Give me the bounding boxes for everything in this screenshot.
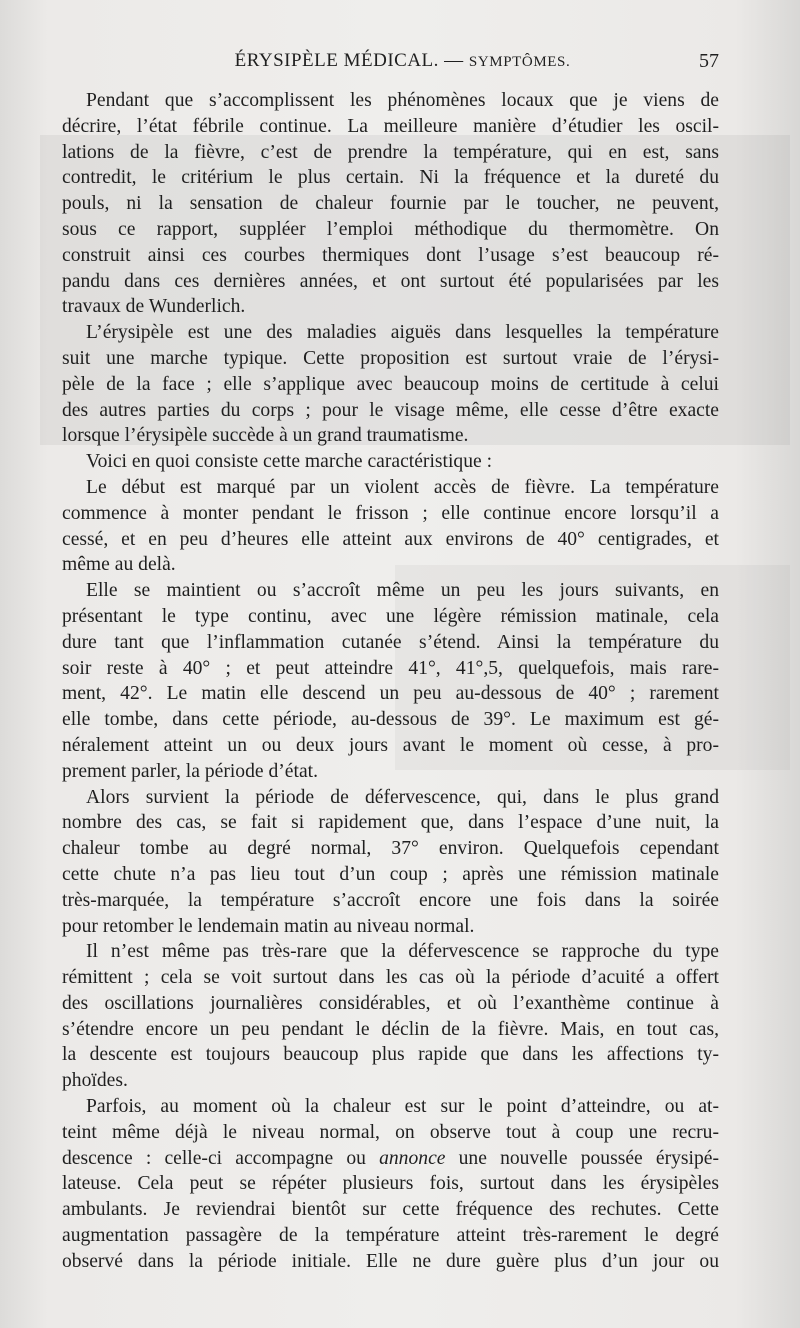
text-line: commence à monter pendant le frisson ; elle continue encore lorsqu’il a: [62, 502, 719, 524]
text-line: construit ainsi ces courbes thermiques dont l’usage s’est beaucoup ré-: [62, 244, 719, 266]
text-line: pour retomber le lendemain matin au niveau normal.: [62, 915, 475, 937]
text-line: rémittent ; cela se voit surtout dans les cas où la période d’acuité a offert: [62, 967, 719, 989]
text-segment: descence : celle-ci accompagne ou: [62, 1147, 380, 1169]
text-line: présentant le type continu, avec une légère rémission matinale, cela: [62, 605, 719, 627]
text-line: ment, 42°. Le matin elle descend un peu au-dessous de 40° ; rarement: [62, 683, 719, 705]
text-line: travaux de Wunderlich.: [62, 296, 246, 318]
text-line: suit une marche typique. Cette proposition est surtout vraie de l’érysi-: [62, 347, 719, 369]
running-title-section: SYMPTÔMES.: [468, 54, 571, 70]
text-line: contredit, le critérium le plus certain. Ni la fréquence et la dureté du: [62, 167, 719, 189]
text-line: Alors survient la période de défervescence, qui, dans le plus grand: [86, 786, 719, 808]
text-line: s’étendre encore un peu pendant le déclin de la fièvre. Mais, en tout cas,: [62, 1018, 719, 1040]
running-header: [86, 50, 719, 78]
text-line: soir reste à 40° ; et peut atteindre 41°, 41°,5, quelquefois, mais rare-: [62, 657, 719, 679]
text-line: augmentation passagère de la température atteint très-rarement le degré: [62, 1225, 719, 1247]
text-line: Elle se maintient ou s’accroît même un peu les jours suivants, en: [86, 580, 719, 602]
text-line: elle tombe, dans cette période, au-dessous de 39°. Le maximum est gé-: [62, 709, 719, 731]
text-line: pèle de la face ; elle s’applique avec beaucoup moins de certitude à celui: [62, 373, 719, 395]
running-title-main: ÉRYSIPÈLE MÉDICAL. —: [234, 50, 469, 71]
text-line: Pendant que s’accomplissent les phénomènes locaux que je viens de: [86, 90, 719, 111]
text-line: décrire, l’état fébrile continue. La meilleure manière d’étudier les oscil-: [62, 115, 719, 137]
text-line: observé dans la période initiale. Elle ne dure guère plus d’un jour ou: [62, 1250, 719, 1272]
text-line: des oscillations journalières considérables, et où l’exanthème continue à: [62, 992, 719, 1014]
text-line: nombre des cas, se fait si rapidement que, dans l’espace d’une nuit, la: [62, 812, 719, 834]
body-text: [62, 88, 719, 1275]
text-line: lations de la fièvre, c’est de prendre la température, qui en est, sans: [62, 141, 719, 163]
text-line: pouls, ni la sensation de chaleur fournie par le toucher, ne peuvent,: [62, 193, 719, 215]
running-title: [86, 50, 719, 72]
text-line: Voici en quoi consiste cette marche caractéristique :: [86, 451, 493, 473]
text-line: Parfois, au moment où la chaleur est sur le point d’atteindre, ou at-: [86, 1096, 719, 1118]
text-line: cette chute n’a pas lieu tout d’un coup ; après une rémission matinale: [62, 863, 719, 885]
text-line: ambulants. Je reviendrai bientôt sur cette fréquence des rechutes. Cette: [62, 1199, 719, 1221]
text-line: Le début est marqué par un violent accès de fièvre. La température: [86, 476, 719, 498]
text-line: pandu dans ces dernières années, et ont surtout été popularisées par les: [62, 270, 719, 292]
text-line: phoïdes.: [62, 1070, 128, 1092]
text-line: L’érysipèle est une des maladies aiguës dans lesquelles la température: [86, 322, 719, 344]
text-line: cessé, et en peu d’heures elle atteint aux environs de 40° centigrades, et: [62, 528, 719, 550]
text-line: très-marquée, la température s’accroît encore une fois dans la soirée: [62, 889, 719, 911]
text-line: lateuse. Cela peut se répéter plusieurs fois, surtout dans les érysipèles: [62, 1173, 719, 1195]
text-line: néralement atteint un ou deux jours avant le moment où cesse, à pro-: [62, 734, 719, 756]
italic-word: annonce: [379, 1147, 446, 1169]
text-line: lorsque l’érysipèle succède à un grand traumatisme.: [62, 425, 469, 447]
text-line: [62, 1146, 719, 1172]
text-line: dure tant que l’inflammation cutanée s’étend. Ainsi la température du: [62, 631, 719, 653]
text-line: des autres parties du corps ; pour le visage même, elle cesse d’être exacte: [62, 399, 719, 421]
text-line: chaleur tombe au degré normal, 37° environ. Quelquefois cependant: [62, 838, 719, 860]
text-line: sous ce rapport, suppléer l’emploi méthodique du thermomètre. On: [62, 218, 719, 240]
text-line: même au delà.: [62, 554, 176, 576]
page-number: 57: [699, 50, 719, 72]
text-segment: une nouvelle poussée érysipé-: [445, 1147, 719, 1169]
text-line: teint même déjà le niveau normal, on observe tout à coup une recru-: [62, 1121, 719, 1143]
text-line: la descente est toujours beaucoup plus rapide que dans les affections ty-: [62, 1044, 719, 1066]
text-line: Il n’est même pas très-rare que la défervescence se rapproche du type: [86, 941, 719, 963]
text-line: prement parler, la période d’état.: [62, 760, 318, 782]
